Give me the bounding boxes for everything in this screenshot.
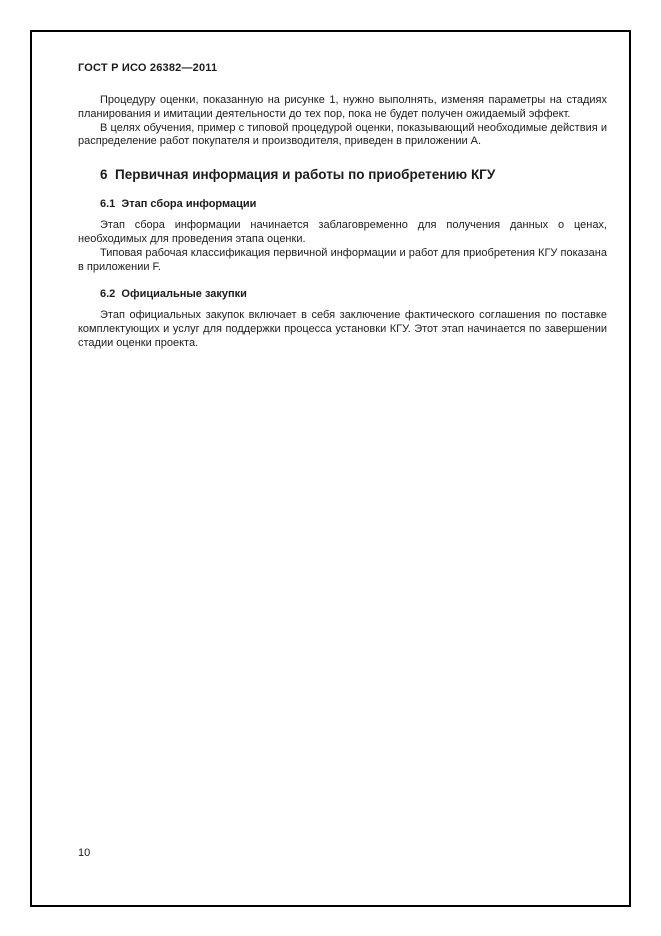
section-6-2-paragraph-1: Этап официальных закупок включает в себя заключение фактического соглашения по поставке комплектующих и услуг для поддержки процесса установки КГУ. Этот этап начинается по завершении стадии оценки проекта. (78, 309, 607, 349)
page-content (78, 62, 607, 351)
section-6-heading: 6 Первичная информация и работы по приобретению КГУ (100, 167, 496, 183)
intro-paragraph-2: В целях обучения, пример с типовой процедурой оценки, показывающий необходимые действия и распределение работ покупателя и производителя, приведен в приложении А. (78, 121, 607, 148)
section-6-1-paragraph-1: Этап сбора информации начинается заблаговременно для получения данных о ценах, необходимых для проведения этапа оценки. (78, 219, 607, 245)
page-border-frame (30, 30, 631, 907)
intro-paragraph-1: Процедуру оценки, показанную на рисунке 1, нужно выполнять, изменяя параметры на стадиях планирования и имитации деятельности до тех пор, пока не будет получен ожидаемый эффект. (78, 94, 607, 120)
section-6-1-paragraph-2: Типовая рабочая классификация первичной информации и работ для приобретения КГУ показана в приложении F. (78, 246, 607, 273)
section-6-1-heading: 6.1 Этап сбора информации (100, 198, 257, 211)
document-header-standard-number: ГОСТ Р ИСО 26382—2011 (78, 62, 218, 74)
section-6-2-heading: 6.2 Официальные закупки (100, 288, 247, 301)
page-number: 10 (78, 847, 91, 859)
